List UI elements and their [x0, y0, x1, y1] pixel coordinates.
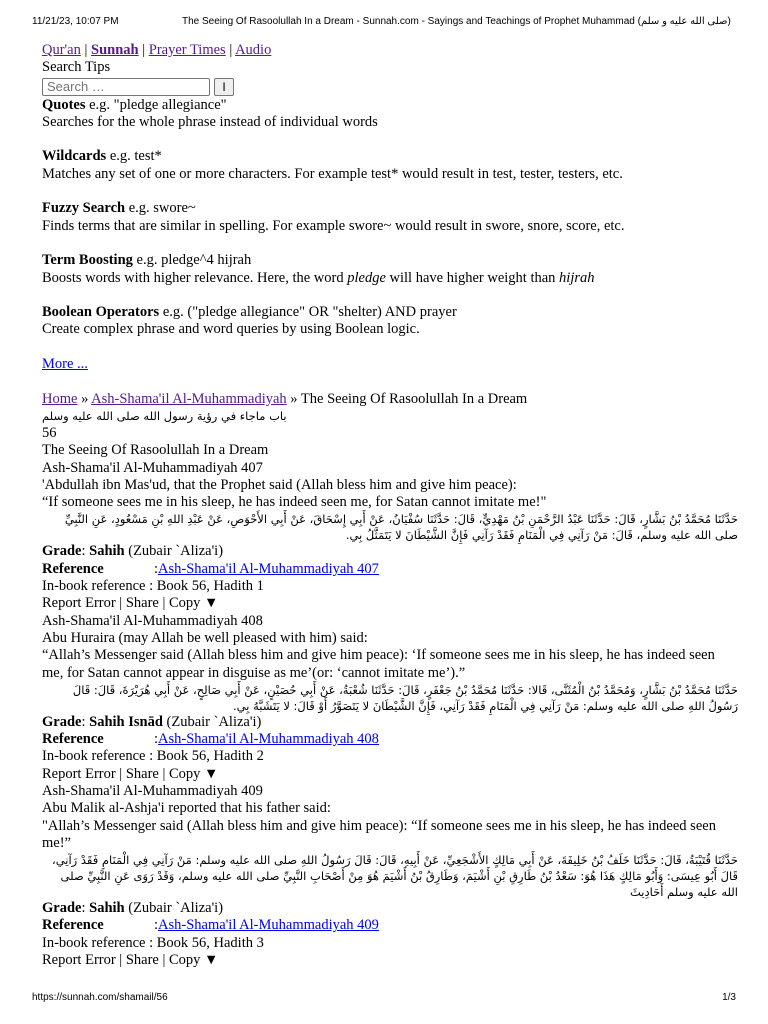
nav-link-quran[interactable]: Qur'an: [42, 42, 81, 58]
hadith-block: [42, 460, 738, 613]
tip-example: e.g. test*: [106, 148, 162, 165]
nav-separator: |: [84, 42, 88, 58]
hadith-text: “Allah’s Messenger said (Allah bless him and give him peace): ‘If someone sees me in his sleep, he has indeed seen me, for Satan cannot appear in disguise as me’(or: ‘cannot imitate me’).”: [42, 647, 715, 681]
tip-description: Create complex phrase and word queries by using Boolean logic.: [42, 321, 420, 338]
search-form: [42, 77, 738, 97]
nav-separator: |: [229, 42, 233, 58]
breadcrumb: Home » Ash-Shama'il Al-Muhammadiyah » The Seeing Of Rasoolullah In a Dream: [42, 390, 528, 407]
hadith-arabic-text: حَدَّثَنَا مُحَمَّدُ بْنُ بَشَّارٍ، وَمُحَمَّدُ بْنُ الْمُثَنَّى، قَالا: حَدَّثَنَا مُحَمَّدُ بْنُ جَعْفَرٍ، قَالَ: حَدَّثَنَا شُعْبَةُ، عَنْ أَبِي حُصَيْنٍ، عَنْ أَبِي صَالِحٍ، عَنْ أَبِي هُرَيْرَةَ، قَالَ: قَالَ رَسُولُ اللهِ صلى الله عليه وسلم: مَنْ رَآنِي فِي الْمَنَامِ فَقَدْ رَآنِي، فَإِنَّ الشَّيْطَانَ لا يَتَصَوَّرُ أَوْ قَالَ: لا يَتَشَبَّهُ بِي.: [72, 682, 738, 713]
print-footer: [32, 992, 736, 1006]
hadith-reference: Reference : Ash-Shama'il Al-Muhammadiyah 407: [42, 560, 379, 577]
hadith-reference: Reference : Ash-Shama'il Al-Muhammadiyah 409: [42, 917, 379, 934]
tip-example: e.g. ("pledge allegiance" OR "shelter) AND prayer: [159, 304, 457, 321]
hadith-actions[interactable]: Report Error | Share | Copy ▼: [42, 765, 219, 782]
tip-example: e.g. "pledge allegiance": [85, 96, 227, 113]
hadith-collection-ref: Ash-Shama'il Al-Muhammadiyah 407: [42, 459, 263, 476]
hadith-reference-link[interactable]: Ash-Shama'il Al-Muhammadiyah 407: [158, 560, 379, 577]
hadith-arabic-text: حَدَّثَنَا مُحَمَّدُ بْنُ بَشَّارٍ، قَالَ: حَدَّثَنَا عَبْدُ الرَّحْمَنِ بْنُ مَهْدِيٍّ، قَالَ: حَدَّثَنَا سُفْيَانُ، عَنْ أَبِي إِسْحَاقَ، عَنْ أَبِي الأَحْوَصِ، عَنْ عَبْدِ اللهِ بْنِ مَسْعُودٍ، عَنِ النَّبِيِّ صلى الله عليه وسلم، قَالَ: مَنْ رَآنِي فِي الْمَنَامِ فَقَدْ رَآنِي فَإِنَّ الشَّيْطَانَ لا يَتَمَثَّلُ بِي.: [64, 512, 738, 543]
breadcrumb-current: The Seeing Of Rasoolullah In a Dream: [300, 390, 528, 407]
hadith-grade: Grade: Sahih (Zubair `Aliza'i): [42, 900, 224, 917]
hadith-arabic-text: حَدَّثَنَا قُتَيْبَةُ، قَالَ: حَدَّثَنَا خَلَفُ بْنُ خَلِيفَةَ، عَنْ أَبِي مَالِكٍ الأَشْجَعِيِّ، عَنْ أَبِيهِ، قَالَ: قَالَ رَسُولُ اللهِ صلى الله عليه وسلم: مَنْ رَآنِي فِي الْمَنَامِ فَقَدْ رَآنِي، قَالَ أَبُو عِيسَى: وَأَبُو مَالِكٍ هَذَا هُوَ: سَعْدُ بْنُ طَارِقِ بْنِ أَشْيَمَ، وَطَارِقُ بْنُ أَشْيَمَ هُوَ مِنْ أَصْحَابِ النَّبِيِّ صلى الله عليه وسلم، وَقَدْ رَوَى عَنِ النَّبِيِّ صلى الله عليه وسلم أَحَادِيثَ: [51, 853, 738, 900]
hadith-grade: Grade: Sahih Isnād (Zubair `Aliza'i): [42, 713, 262, 730]
tip-term: Boolean Operators: [42, 304, 160, 321]
hadith-reference-link[interactable]: Ash-Shama'il Al-Muhammadiyah 409: [158, 917, 379, 934]
hadith-reference-link[interactable]: Ash-Shama'il Al-Muhammadiyah 408: [158, 731, 379, 748]
search-tips-label: Search Tips: [42, 59, 111, 76]
tip-term: Quotes: [42, 96, 86, 113]
hadith-actions[interactable]: Report Error | Share | Copy ▼: [42, 595, 219, 612]
chapter-number: 56: [42, 424, 57, 441]
tip-description: Matches any set of one or more characters. For example test* would result in test, tester, testers, etc.: [42, 165, 623, 182]
tip-description: Searches for the whole phrase instead of individual words: [42, 113, 378, 130]
search-input[interactable]: [42, 78, 210, 96]
hadith-block: [42, 783, 738, 969]
search-tip-boolean: [42, 304, 738, 339]
nav-link-sunnah[interactable]: Sunnah: [91, 42, 139, 58]
tip-term: Fuzzy Search: [42, 200, 126, 217]
hadith-narrator: Abu Huraira (may Allah be well pleased with him) said:: [42, 629, 368, 646]
hadith-collection-ref: Ash-Shama'il Al-Muhammadiyah 408: [42, 612, 263, 629]
print-url: https://sunnah.com/shamail/56: [32, 992, 168, 1003]
chapter-arabic-title: باب ماجاء في رؤية رسول الله صلى الله عليه وسلم: [42, 408, 287, 423]
search-tip-quotes: [42, 97, 738, 132]
hadith-inbook-reference: In-book reference : Book 56, Hadith 1: [42, 578, 264, 595]
nav-separator: |: [142, 42, 146, 58]
hadith-actions[interactable]: Report Error | Share | Copy ▼: [42, 952, 219, 969]
tip-description: Finds terms that are similar in spelling. For example swore~ would result in swore, snore, score, etc.: [42, 217, 625, 234]
breadcrumb-collection[interactable]: Ash-Shama'il Al-Muhammadiyah: [91, 390, 287, 407]
hadith-narrator: Abu Malik al-Ashja'i reported that his father said:: [42, 800, 331, 817]
search-tip-wildcards: [42, 148, 738, 183]
tip-term: Term Boosting: [42, 252, 133, 269]
hadith-block: [42, 613, 738, 783]
more-link[interactable]: More ...: [42, 356, 88, 373]
print-page-title: The Seeing Of Rasoolullah In a Dream - Sunnah.com - Sayings and Teachings of Prophet Muhammad (صلى الله عليه و سلم): [182, 16, 731, 27]
hadith-inbook-reference: In-book reference : Book 56, Hadith 2: [42, 748, 264, 765]
tip-description: Boosts words with higher relevance. Here, the word pledge will have higher weight than hijrah: [42, 269, 595, 286]
tip-term: Wildcards: [42, 148, 107, 165]
print-datetime: 11/21/23, 10:07 PM: [32, 16, 119, 27]
print-header: [32, 16, 736, 30]
breadcrumb-home[interactable]: Home: [42, 390, 78, 407]
search-tip-boosting: [42, 252, 738, 287]
search-button[interactable]: I: [214, 78, 234, 96]
hadith-text: "Allah’s Messenger said (Allah bless him and give him peace): “If someone sees me in his sleep, he has indeed seen me!”: [42, 817, 716, 851]
hadith-collection-ref: Ash-Shama'il Al-Muhammadiyah 409: [42, 782, 263, 799]
hadith-inbook-reference: In-book reference : Book 56, Hadith 3: [42, 934, 264, 951]
hadith-text: “If someone sees me in his sleep, he has indeed seen me, for Satan cannot imitate me!": [42, 494, 547, 511]
hadith-grade: Grade: Sahih (Zubair `Aliza'i): [42, 543, 224, 560]
hadith-reference: Reference : Ash-Shama'il Al-Muhammadiyah 408: [42, 731, 379, 748]
top-nav: [42, 42, 738, 59]
tip-example: e.g. pledge^4 hijrah: [132, 252, 252, 269]
search-tip-fuzzy: [42, 200, 738, 235]
page-content: [42, 42, 738, 969]
nav-link-audio[interactable]: Audio: [235, 42, 272, 58]
tip-example: e.g. swore~: [125, 200, 196, 217]
print-page-number: 1/3: [722, 992, 736, 1003]
chapter-english-title: The Seeing Of Rasoolullah In a Dream: [42, 442, 269, 459]
hadith-narrator: 'Abdullah ibn Mas'ud, that the Prophet said (Allah bless him and give him peace):: [42, 476, 517, 493]
nav-link-prayer-times[interactable]: Prayer Times: [148, 42, 226, 58]
